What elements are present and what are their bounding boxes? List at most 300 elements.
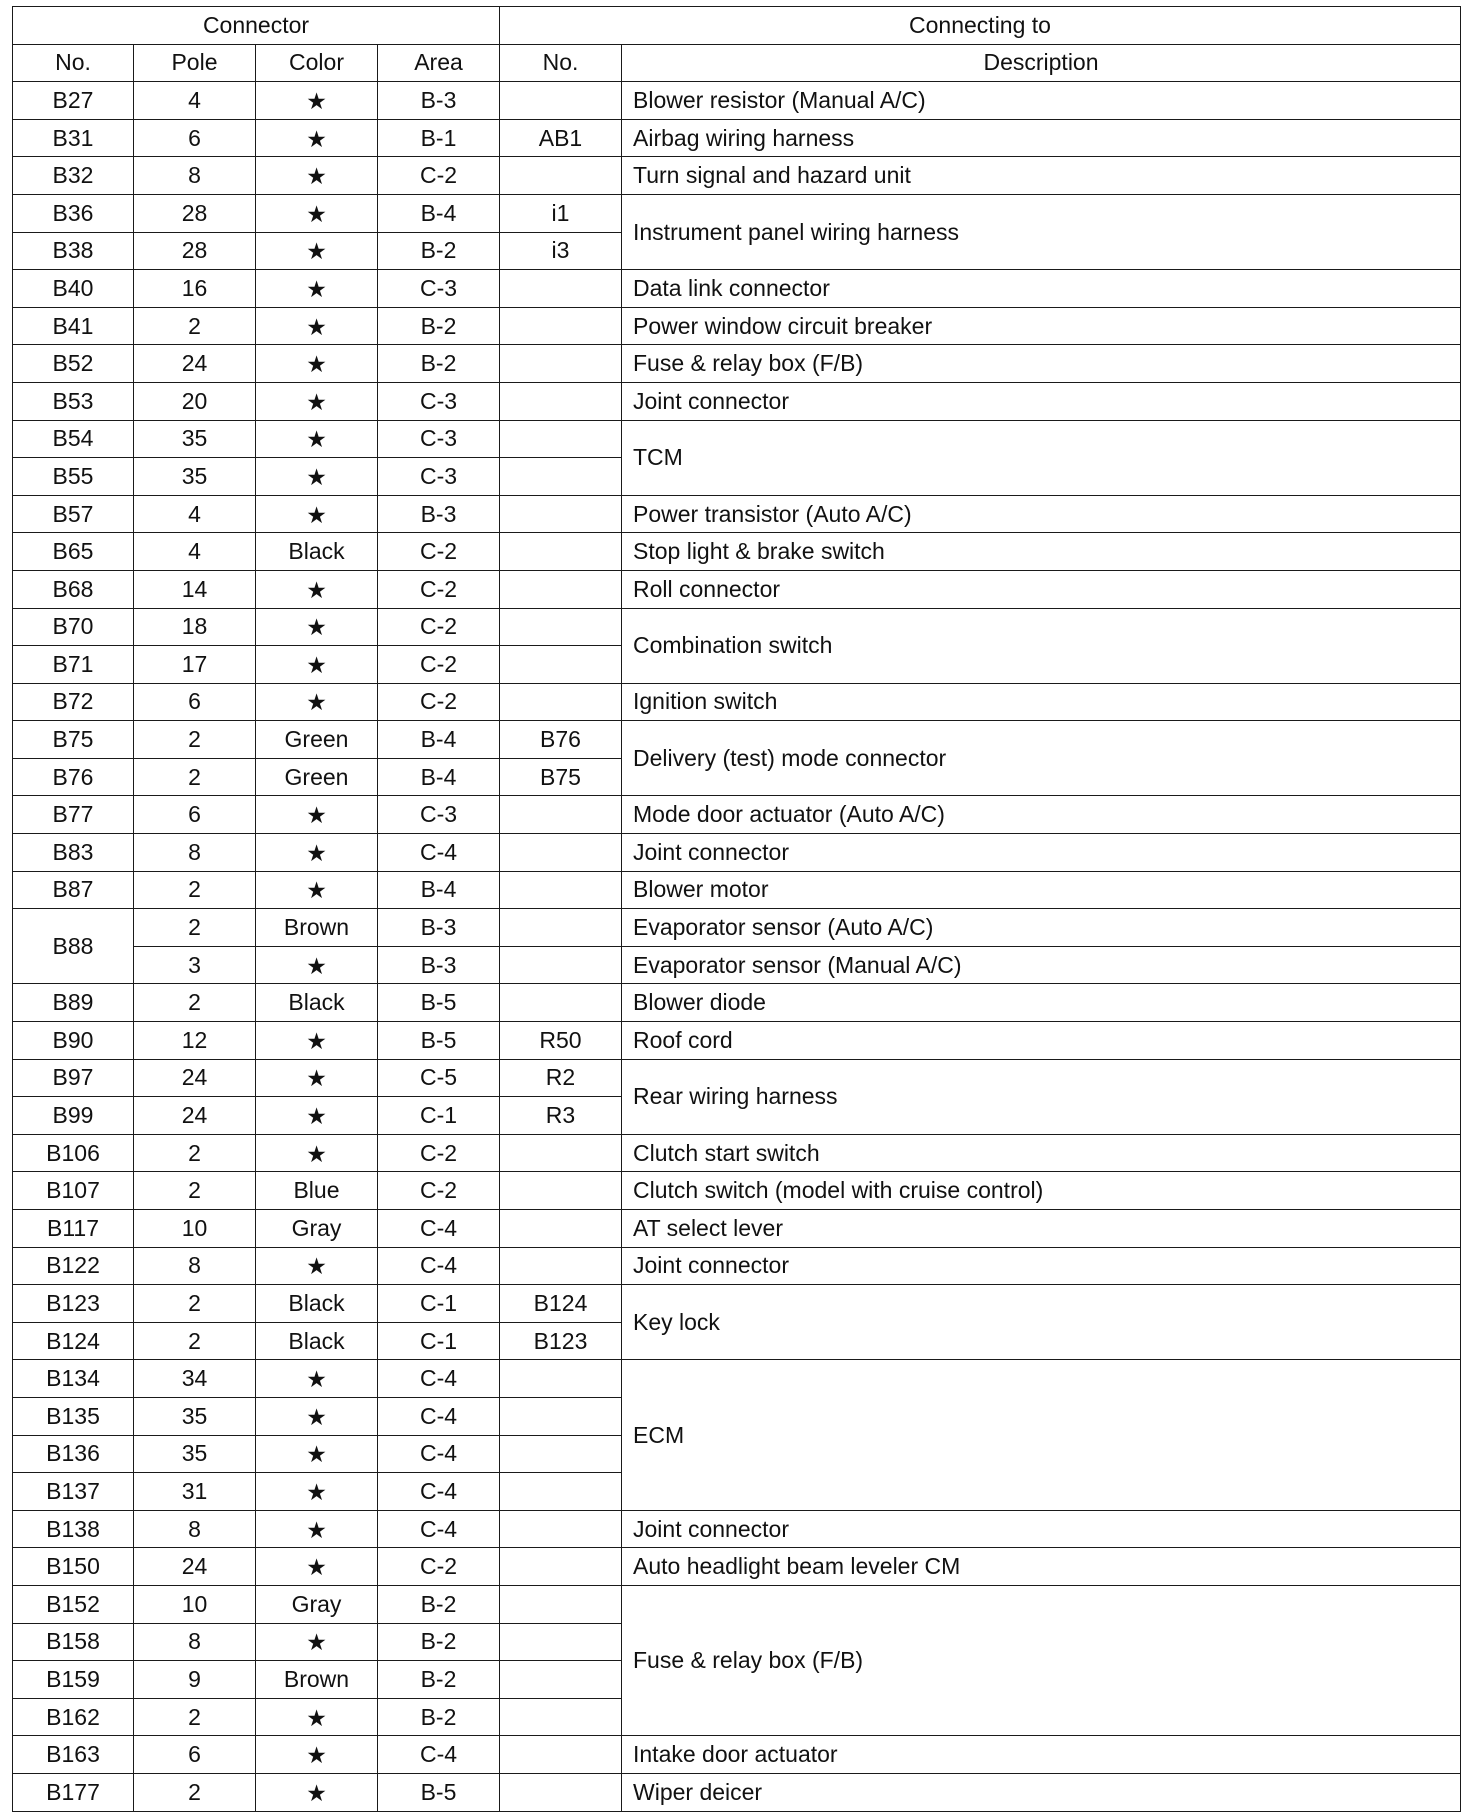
description: Auto headlight beam leveler CM — [622, 1548, 1461, 1586]
area-code: C-4 — [378, 1435, 500, 1473]
connector-color: ★ — [256, 383, 378, 421]
connecting-no — [500, 382, 622, 420]
description: Roof cord — [622, 1022, 1461, 1060]
connecting-no — [500, 1473, 622, 1511]
description: Fuse & relay box (F/B) — [622, 345, 1461, 383]
area-code: C-3 — [378, 382, 500, 420]
connector-color: ★ — [256, 1436, 378, 1474]
description: Clutch switch (model with cruise control) — [622, 1172, 1461, 1210]
table-row — [13, 270, 1461, 308]
pole-count: 10 — [134, 1585, 256, 1623]
connecting-no — [500, 82, 622, 120]
table-row — [13, 307, 1461, 345]
area-code: B-2 — [378, 1661, 500, 1699]
area-code: C-4 — [378, 1360, 500, 1398]
col-header-no: No. — [13, 44, 134, 82]
connector-no: B90 — [13, 1022, 134, 1060]
table-row — [13, 796, 1461, 834]
connecting-no — [500, 683, 622, 721]
connector-color: ★ — [256, 1474, 378, 1512]
description: ECM — [622, 1360, 1461, 1510]
area-code: C-3 — [378, 458, 500, 496]
connector-no: B41 — [13, 307, 134, 345]
connector-no: B55 — [13, 458, 134, 496]
table-row — [13, 194, 1461, 232]
description: Evaporator sensor (Auto A/C) — [622, 909, 1461, 947]
connector-color: ★ — [256, 233, 378, 271]
area-code: B-4 — [378, 871, 500, 909]
connector-color: ★ — [256, 308, 378, 346]
connector-no: B152 — [13, 1585, 134, 1623]
connecting-no — [500, 608, 622, 646]
description: Airbag wiring harness — [622, 119, 1461, 157]
area-code: C-2 — [378, 1134, 500, 1172]
connector-color: ★ — [256, 647, 378, 685]
pole-count: 24 — [134, 1548, 256, 1586]
connecting-no — [500, 307, 622, 345]
pole-count: 35 — [134, 1435, 256, 1473]
table-row — [13, 834, 1461, 872]
pole-count: 6 — [134, 796, 256, 834]
connector-no: B36 — [13, 194, 134, 232]
connector-no: B32 — [13, 157, 134, 195]
connector-color: ★ — [256, 158, 378, 196]
connector-no: B68 — [13, 570, 134, 608]
table-row — [13, 1210, 1461, 1248]
connector-color: ★ — [256, 571, 378, 609]
header-connecting-to: Connecting to — [500, 7, 1461, 45]
pole-count: 16 — [134, 270, 256, 308]
pole-count: 9 — [134, 1661, 256, 1699]
pole-count: 2 — [134, 1285, 256, 1323]
connector-no: B117 — [13, 1210, 134, 1248]
area-code: C-4 — [378, 834, 500, 872]
area-code: B-2 — [378, 1698, 500, 1736]
connecting-no — [500, 1247, 622, 1285]
connector-color: ★ — [256, 1774, 378, 1812]
area-code: B-5 — [378, 984, 500, 1022]
area-code: C-4 — [378, 1736, 500, 1774]
connecting-no — [500, 646, 622, 684]
table-row — [13, 382, 1461, 420]
pole-count: 2 — [134, 1322, 256, 1360]
description: Wiper deicer — [622, 1773, 1461, 1811]
connector-color: ★ — [256, 1361, 378, 1399]
connector-color: ★ — [256, 1098, 378, 1136]
pole-count: 8 — [134, 1623, 256, 1661]
area-code: C-1 — [378, 1322, 500, 1360]
area-code: C-2 — [378, 570, 500, 608]
table-row — [13, 1285, 1461, 1323]
connector-no: B123 — [13, 1285, 134, 1323]
pole-count: 28 — [134, 232, 256, 270]
table-header — [13, 7, 1461, 82]
connecting-no — [500, 1773, 622, 1811]
connector-no: B52 — [13, 345, 134, 383]
description: Joint connector — [622, 834, 1461, 872]
connector-no: B53 — [13, 382, 134, 420]
connector-color: ★ — [256, 1699, 378, 1737]
connector-color: ★ — [256, 271, 378, 309]
connecting-no — [500, 1623, 622, 1661]
table-row — [13, 1134, 1461, 1172]
connector-no: B57 — [13, 495, 134, 533]
connector-color: ★ — [256, 459, 378, 497]
table-row — [13, 683, 1461, 721]
connector-no: B72 — [13, 683, 134, 721]
table-row — [13, 1247, 1461, 1285]
table-row — [13, 1022, 1461, 1060]
table-row — [13, 533, 1461, 571]
connector-no: B150 — [13, 1548, 134, 1586]
area-code: B-5 — [378, 1773, 500, 1811]
description: Rear wiring harness — [622, 1059, 1461, 1134]
pole-count: 2 — [134, 758, 256, 796]
connecting-no — [500, 458, 622, 496]
connector-no: B38 — [13, 232, 134, 270]
pole-count: 4 — [134, 495, 256, 533]
col-header-to-no: No. — [500, 44, 622, 82]
description: Fuse & relay box (F/B) — [622, 1585, 1461, 1735]
table-row — [13, 1360, 1461, 1398]
description: Joint connector — [622, 382, 1461, 420]
connecting-no: R50 — [500, 1022, 622, 1060]
pole-count: 6 — [134, 119, 256, 157]
table-row — [13, 119, 1461, 157]
connecting-no — [500, 1397, 622, 1435]
table-row — [13, 909, 1461, 947]
connector-no: B89 — [13, 984, 134, 1022]
area-code: B-2 — [378, 345, 500, 383]
pole-count: 3 — [134, 946, 256, 984]
area-code: B-5 — [378, 1022, 500, 1060]
connecting-no — [500, 946, 622, 984]
connecting-no — [500, 1435, 622, 1473]
pole-count: 2 — [134, 1134, 256, 1172]
area-code: B-3 — [378, 82, 500, 120]
pole-count: 17 — [134, 646, 256, 684]
pole-count: 8 — [134, 157, 256, 195]
pole-count: 18 — [134, 608, 256, 646]
table-row — [13, 721, 1461, 759]
pole-count: 24 — [134, 1097, 256, 1135]
table-row — [13, 946, 1461, 984]
connecting-no — [500, 570, 622, 608]
description: Evaporator sensor (Manual A/C) — [622, 946, 1461, 984]
connector-color: Brown — [256, 1661, 378, 1699]
area-code: C-2 — [378, 1172, 500, 1210]
pole-count: 34 — [134, 1360, 256, 1398]
connecting-no: B76 — [500, 721, 622, 759]
connector-no: B97 — [13, 1059, 134, 1097]
table-row — [13, 871, 1461, 909]
connecting-no — [500, 1172, 622, 1210]
description: Combination switch — [622, 608, 1461, 683]
pole-count: 4 — [134, 82, 256, 120]
area-code: C-5 — [378, 1059, 500, 1097]
connector-color: Green — [256, 721, 378, 759]
connector-color: ★ — [256, 872, 378, 910]
description: AT select lever — [622, 1210, 1461, 1248]
description: Data link connector — [622, 270, 1461, 308]
connecting-no — [500, 1210, 622, 1248]
table-row — [13, 1059, 1461, 1097]
connector-color: ★ — [256, 195, 378, 233]
connector-no: B124 — [13, 1322, 134, 1360]
pole-count: 6 — [134, 1736, 256, 1774]
pole-count: 2 — [134, 909, 256, 947]
area-code: C-3 — [378, 420, 500, 458]
connector-color: ★ — [256, 609, 378, 647]
area-code: B-2 — [378, 1585, 500, 1623]
connecting-no: AB1 — [500, 119, 622, 157]
connector-no: B27 — [13, 82, 134, 120]
connector-no: B54 — [13, 420, 134, 458]
header-connector: Connector — [13, 7, 500, 45]
area-code: B-3 — [378, 495, 500, 533]
pole-count: 4 — [134, 533, 256, 571]
connector-color: ★ — [256, 1737, 378, 1775]
area-code: C-4 — [378, 1210, 500, 1248]
pole-count: 2 — [134, 1773, 256, 1811]
description: Turn signal and hazard unit — [622, 157, 1461, 195]
table-row — [13, 345, 1461, 383]
connector-color: Black — [256, 1285, 378, 1323]
connecting-no — [500, 157, 622, 195]
area-code: B-4 — [378, 194, 500, 232]
connecting-no — [500, 984, 622, 1022]
description: Delivery (test) mode connector — [622, 721, 1461, 796]
connecting-no — [500, 1360, 622, 1398]
description: Intake door actuator — [622, 1736, 1461, 1774]
connector-no: B106 — [13, 1134, 134, 1172]
header-column-row — [13, 44, 1461, 82]
connector-no: B76 — [13, 758, 134, 796]
connector-no: B158 — [13, 1623, 134, 1661]
connecting-no — [500, 533, 622, 571]
connector-no: B40 — [13, 270, 134, 308]
area-code: C-2 — [378, 683, 500, 721]
pole-count: 20 — [134, 382, 256, 420]
connector-color: Black — [256, 1322, 378, 1360]
connecting-no — [500, 270, 622, 308]
area-code: B-2 — [378, 1623, 500, 1661]
pole-count: 35 — [134, 458, 256, 496]
connector-no: B87 — [13, 871, 134, 909]
connecting-no — [500, 796, 622, 834]
connector-color: ★ — [256, 947, 378, 985]
connector-color: ★ — [256, 1624, 378, 1662]
table-row — [13, 608, 1461, 646]
connector-no: B162 — [13, 1698, 134, 1736]
connector-no: B136 — [13, 1435, 134, 1473]
pole-count: 24 — [134, 345, 256, 383]
connecting-no: B124 — [500, 1285, 622, 1323]
pole-count: 8 — [134, 1247, 256, 1285]
connecting-no — [500, 1510, 622, 1548]
pole-count: 2 — [134, 871, 256, 909]
connector-color: ★ — [256, 797, 378, 835]
table-row — [13, 157, 1461, 195]
description: Power transistor (Auto A/C) — [622, 495, 1461, 533]
connector-color: ★ — [256, 496, 378, 534]
connector-color: ★ — [256, 1511, 378, 1549]
col-header-pole: Pole — [134, 44, 256, 82]
description: TCM — [622, 420, 1461, 495]
connector-color: ★ — [256, 1248, 378, 1286]
area-code: C-2 — [378, 157, 500, 195]
area-code: B-4 — [378, 758, 500, 796]
area-code: C-3 — [378, 796, 500, 834]
table-row — [13, 1548, 1461, 1586]
connector-no: B177 — [13, 1773, 134, 1811]
connector-no: B88 — [13, 909, 134, 984]
connecting-no — [500, 1736, 622, 1774]
connecting-no — [500, 1134, 622, 1172]
area-code: C-4 — [378, 1473, 500, 1511]
pole-count: 8 — [134, 1510, 256, 1548]
area-code: C-2 — [378, 646, 500, 684]
header-group-row — [13, 7, 1461, 45]
connector-table — [12, 6, 1461, 1812]
pole-count: 2 — [134, 1172, 256, 1210]
pole-count: 14 — [134, 570, 256, 608]
area-code: C-4 — [378, 1397, 500, 1435]
connector-no: B163 — [13, 1736, 134, 1774]
area-code: C-1 — [378, 1285, 500, 1323]
connecting-no — [500, 1548, 622, 1586]
pole-count: 6 — [134, 683, 256, 721]
col-header-area: Area — [378, 44, 500, 82]
connector-no: B107 — [13, 1172, 134, 1210]
connector-color: ★ — [256, 1023, 378, 1061]
connector-color: Black — [256, 984, 378, 1022]
description: Blower diode — [622, 984, 1461, 1022]
table-row — [13, 570, 1461, 608]
description: Stop light & brake switch — [622, 533, 1461, 571]
connector-no: B134 — [13, 1360, 134, 1398]
area-code: B-3 — [378, 909, 500, 947]
pole-count: 12 — [134, 1022, 256, 1060]
area-code: C-4 — [378, 1510, 500, 1548]
area-code: C-4 — [378, 1247, 500, 1285]
description: Key lock — [622, 1285, 1461, 1360]
area-code: C-3 — [378, 270, 500, 308]
connector-color: ★ — [256, 83, 378, 121]
table-row — [13, 984, 1461, 1022]
connector-no: B65 — [13, 533, 134, 571]
description: Blower motor — [622, 871, 1461, 909]
connecting-no: i1 — [500, 194, 622, 232]
pole-count: 8 — [134, 834, 256, 872]
table-row — [13, 1773, 1461, 1811]
connector-color: Brown — [256, 909, 378, 947]
pole-count: 2 — [134, 984, 256, 1022]
connector-color: Black — [256, 533, 378, 571]
connecting-no — [500, 871, 622, 909]
pole-count: 35 — [134, 420, 256, 458]
connector-color: ★ — [256, 421, 378, 459]
connecting-no — [500, 834, 622, 872]
connecting-no — [500, 1585, 622, 1623]
connector-color: ★ — [256, 346, 378, 384]
table-row — [13, 1736, 1461, 1774]
connector-color: ★ — [256, 835, 378, 873]
pole-count: 2 — [134, 1698, 256, 1736]
connector-no: B99 — [13, 1097, 134, 1135]
area-code: C-2 — [378, 1548, 500, 1586]
description: Mode door actuator (Auto A/C) — [622, 796, 1461, 834]
connecting-no — [500, 1698, 622, 1736]
connector-color: ★ — [256, 684, 378, 722]
pole-count: 35 — [134, 1397, 256, 1435]
connector-color: ★ — [256, 1549, 378, 1587]
connector-no: B77 — [13, 796, 134, 834]
table-body — [13, 82, 1461, 1811]
pole-count: 2 — [134, 721, 256, 759]
table-row — [13, 1585, 1461, 1623]
connector-no: B31 — [13, 119, 134, 157]
connecting-no — [500, 495, 622, 533]
connector-no: B122 — [13, 1247, 134, 1285]
area-code: C-1 — [378, 1097, 500, 1135]
connector-color: Gray — [256, 1210, 378, 1248]
area-code: B-1 — [378, 119, 500, 157]
connector-no: B135 — [13, 1397, 134, 1435]
connecting-no — [500, 420, 622, 458]
connecting-no — [500, 345, 622, 383]
pole-count: 2 — [134, 307, 256, 345]
area-code: B-2 — [378, 307, 500, 345]
pole-count: 24 — [134, 1059, 256, 1097]
description: Joint connector — [622, 1510, 1461, 1548]
connector-color: ★ — [256, 1398, 378, 1436]
description: Joint connector — [622, 1247, 1461, 1285]
connecting-no: i3 — [500, 232, 622, 270]
connecting-no — [500, 1661, 622, 1699]
connector-no: B71 — [13, 646, 134, 684]
col-header-description: Description — [622, 44, 1461, 82]
area-code: B-3 — [378, 946, 500, 984]
pole-count: 28 — [134, 194, 256, 232]
description: Instrument panel wiring harness — [622, 194, 1461, 269]
connecting-no: B123 — [500, 1322, 622, 1360]
table-row — [13, 1172, 1461, 1210]
connector-no: B159 — [13, 1661, 134, 1699]
connector-no: B137 — [13, 1473, 134, 1511]
connector-color: Green — [256, 758, 378, 796]
pole-count: 10 — [134, 1210, 256, 1248]
table-row — [13, 420, 1461, 458]
description: Clutch start switch — [622, 1134, 1461, 1172]
description: Ignition switch — [622, 683, 1461, 721]
connector-no: B138 — [13, 1510, 134, 1548]
connecting-no: R3 — [500, 1097, 622, 1135]
area-code: C-2 — [378, 533, 500, 571]
table-row — [13, 82, 1461, 120]
connector-color: Blue — [256, 1172, 378, 1210]
connector-color: ★ — [256, 120, 378, 158]
table-row — [13, 495, 1461, 533]
connecting-no: R2 — [500, 1059, 622, 1097]
connector-color: Gray — [256, 1585, 378, 1623]
connector-color: ★ — [256, 1135, 378, 1173]
description: Power window circuit breaker — [622, 307, 1461, 345]
table-row — [13, 1510, 1461, 1548]
connector-color: ★ — [256, 1060, 378, 1098]
area-code: B-2 — [378, 232, 500, 270]
connector-no: B83 — [13, 834, 134, 872]
